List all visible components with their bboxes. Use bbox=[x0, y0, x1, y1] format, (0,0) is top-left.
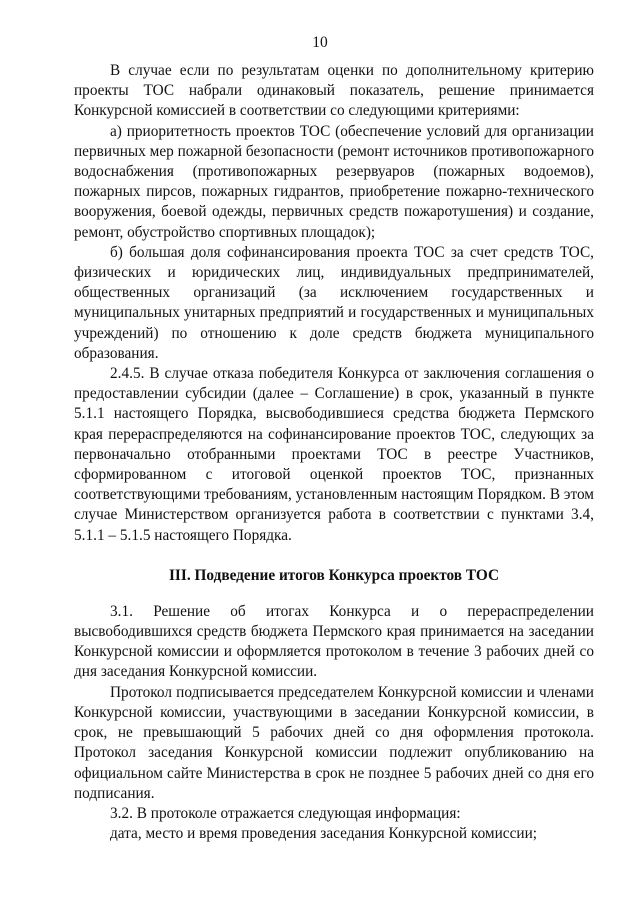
document-body bbox=[74, 61, 594, 844]
section-heading: III. Подведение итогов Конкурса проектов ТОС bbox=[168, 566, 500, 584]
paragraph-protocol-signing: Протокол подписывается председателем Конкурсной комиссии и членами Конкурсной комиссии, участвующими в заседании Конкурсной комиссии, в срок, не превышающий 5 рабочих дней со дня оформления протокола. Протокол заседания Конкурсной комиссии подлежит опубликованию на официальном сайте Министерства в срок не позднее 5 рабочих дней со дня его подписания. bbox=[74, 683, 594, 802]
paragraph-2-4-5: 2.4.5. В случае отказа победителя Конкурса от заключения соглашения о предоставлении субсидии (далее – Соглашение) в срок, указанный в пункте 5.1.1 настоящего Порядка, высвободившиеся средства бюджета Пермского края перераспределяются на софинансирование проектов ТОС, следующих за первоначально отобранными проектами ТОС в реестре Участников, сформированном с итоговой оценкой проектов ТОС, признанных соответствующими требованиям, установленным настоящим Порядком. В этом случае Министерством организуется работа в соответствии с пунктами 3.4, 5.1.1 – 5.1.5 настоящего Порядка. bbox=[74, 365, 594, 544]
page-number: 10 bbox=[312, 34, 328, 51]
paragraph-3-2: 3.2. В протоколе отражается следующая информация: bbox=[110, 804, 461, 822]
paragraph-3-1: 3.1. Решение об итогах Конкурса и о перераспределении высвободившихся средств бюджета Пермского края принимается на заседании Конкурсной комиссии и оформляется протоколом в течение 3 рабочих дней со дня заседания Конкурсной комиссии. bbox=[74, 602, 594, 681]
paragraph-equal-score-rule: В случае если по результатам оценки по дополнительному критерию проекты ТОС набрали одинаковый показатель, решение принимается Конкурсной комиссией в соответствии со следующими критериями: bbox=[74, 62, 594, 120]
paragraph-meeting-date: дата, место и время проведения заседания Конкурсной комиссии; bbox=[110, 825, 538, 843]
paragraph-criterion-b: б) большая доля софинансирования проекта ТОС за счет средств ТОС, физических и юридических лиц, индивидуальных предпринимателей, общественных организаций (за исключением государственных и муниципальных унитарных предприятий и государственных и муниципальных учреждений) по отношению к доле средств бюджета муниципального образования. bbox=[74, 243, 594, 362]
paragraph-criterion-a: а) приоритетность проектов ТОС (обеспечение условий для организации первичных мер пожарной безопасности (ремонт источников противопожарного водоснабжения (противопожарных резервуаров (пожарных водоемов), пожарных пирсов, пожарных гидрантов, приобретение пожарно-технического вооружения, боевой одежды, первичных средств пожаротушения) и создание, ремонт, обустройство спортивных площадок); bbox=[74, 122, 594, 241]
